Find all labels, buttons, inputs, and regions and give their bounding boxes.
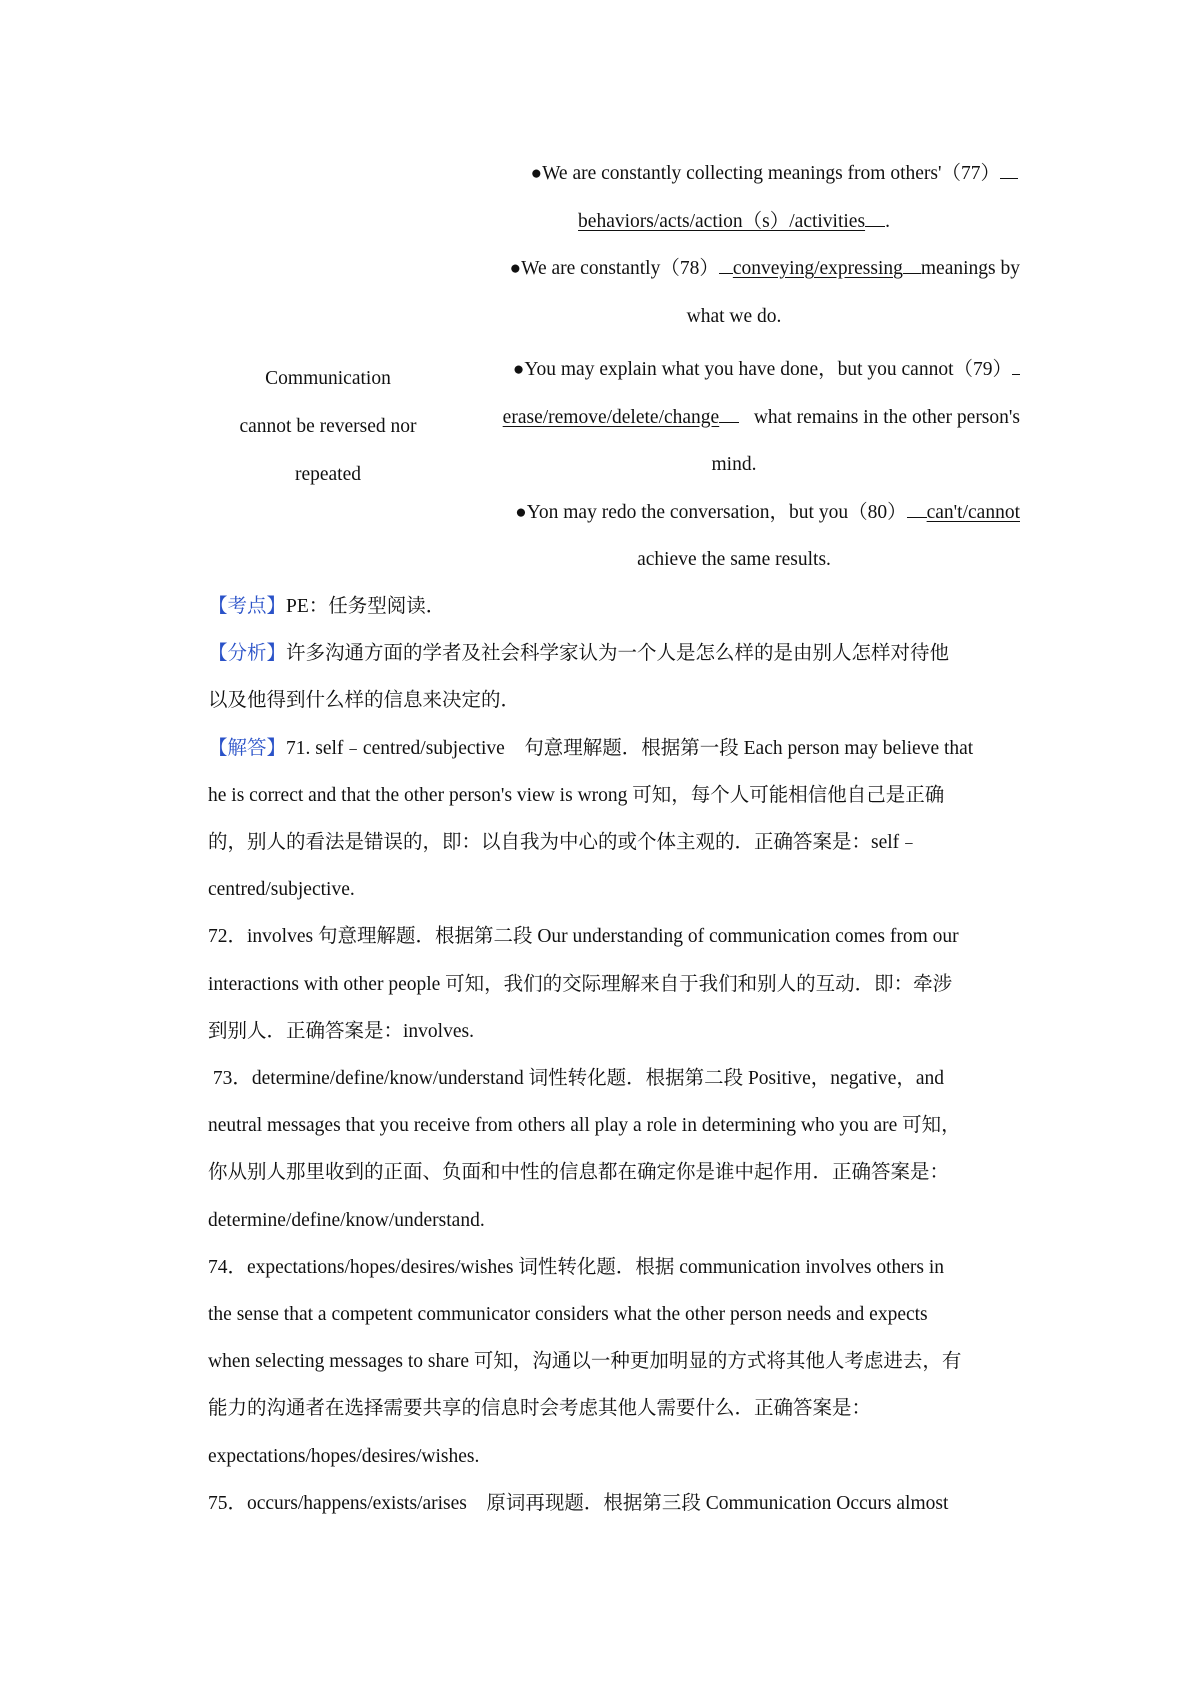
table-left-label xyxy=(208,150,448,584)
bullet-80-line2: achieve the same results. xyxy=(637,549,831,570)
bullet-77-line2: behaviors/acts/action（s）/activities . xyxy=(578,210,890,232)
answer-77: behaviors/acts/action（s）/activities xyxy=(578,210,866,232)
left-label-line: repeated xyxy=(294,464,362,485)
answer-table xyxy=(208,150,1020,584)
blank-underline xyxy=(865,212,885,227)
blank-underline xyxy=(719,408,739,423)
answer-78: conveying/expressing xyxy=(732,258,903,279)
kaodian-paragraph: 【考点】PE：任务型阅读． xyxy=(208,596,446,617)
bullet-79-line3: mind. xyxy=(711,454,757,475)
left-label-line: cannot be reversed nor xyxy=(239,416,417,437)
answer-80: can't/cannot xyxy=(926,501,1020,523)
blank-underline xyxy=(903,259,921,274)
explanation-body xyxy=(208,583,1020,1527)
bullet-icon: ● xyxy=(530,163,543,184)
bullet-78-line1: ●We are constantly（78） conveying/expressing meanings by xyxy=(509,258,1020,279)
answer-73-paragraph: 73．determine/define/know/understand 词性转化题．根据第二段 Positive，negative，and neutral messages that you receive from others all play a role in determining who you are 可知， 你从别人那里收到的正面、负面和中性的信息都在确定你是谁中起作用．正确答案是： determine/define/know/understand. xyxy=(208,1068,961,1231)
table-right-cell xyxy=(448,150,1020,584)
bullet-icon: ● xyxy=(512,359,525,380)
bullet-79-line1: ●You may explain what you have done，but you cannot（79） xyxy=(448,346,1020,394)
fenxi-paragraph: 【分析】许多沟通方面的学者及社会科学家认为一个人是怎么样的是由别人怎样对待他 以及他得到什么样的信息来决定的． xyxy=(208,643,950,712)
blank-underline xyxy=(1012,360,1020,375)
bullet-78-line2: what we do. xyxy=(686,305,782,327)
jieda-paragraph: 【解答】71. self﹣centred/subjective 句意理解题．根据第一段 Each person may believe that he is correct and that the other person's view is wrong 可知，每个人可能相信他自己是正确 的，别人的看法是错误的，即：以自我为中心的或个体主观的．正确答案是：self﹣ centred/subjective. xyxy=(208,737,974,901)
answer-75-paragraph: 75．occurs/happens/exists/arises 原词再现题．根据第三段 Communication Occurs almost xyxy=(208,1492,949,1514)
jieda-tag: 【解答】 xyxy=(208,737,287,759)
bullet-77-line1: ●We are constantly collecting meanings from others'（77） xyxy=(448,150,1020,198)
blank-underline xyxy=(1000,164,1018,179)
bullet-icon: ● xyxy=(509,258,522,279)
kaodian-tag: 【考点】 xyxy=(208,596,287,617)
blank-underline xyxy=(719,259,733,274)
bullet-icon: ● xyxy=(515,501,527,523)
answer-79: erase/remove/delete/change xyxy=(502,406,720,428)
blank-underline xyxy=(907,503,927,518)
fenxi-tag: 【分析】 xyxy=(208,643,287,665)
left-label-line: Communication xyxy=(265,368,391,389)
bullet-79-line2: erase/remove/delete/change what remains in the other person's xyxy=(502,406,1020,428)
bullet-80-line1: ●Yon may redo the conversation，but you（80） can't/cannot xyxy=(515,501,1020,523)
answer-72-paragraph: 72．involves 句意理解题．根据第二段 Our understanding of communication comes from our interactions with other people 可知，我们的交际理解来自于我们和别人的互动．即：牵涉 到别人．正确答案是：involves. xyxy=(208,926,959,1042)
answer-74-paragraph: 74．expectations/hopes/desires/wishes 词性转化题．根据 communication involves others in the sense that a competent communicator considers what the other person needs and expects when selecting messages to share 可知，沟通以一种更加明显的方式将其他人考虑进去，有 能力的沟通者在选择需要共享的信息时会考虑其他人需要什么．正确答案是： expectations/hopes/desires/wishes. xyxy=(208,1256,962,1467)
